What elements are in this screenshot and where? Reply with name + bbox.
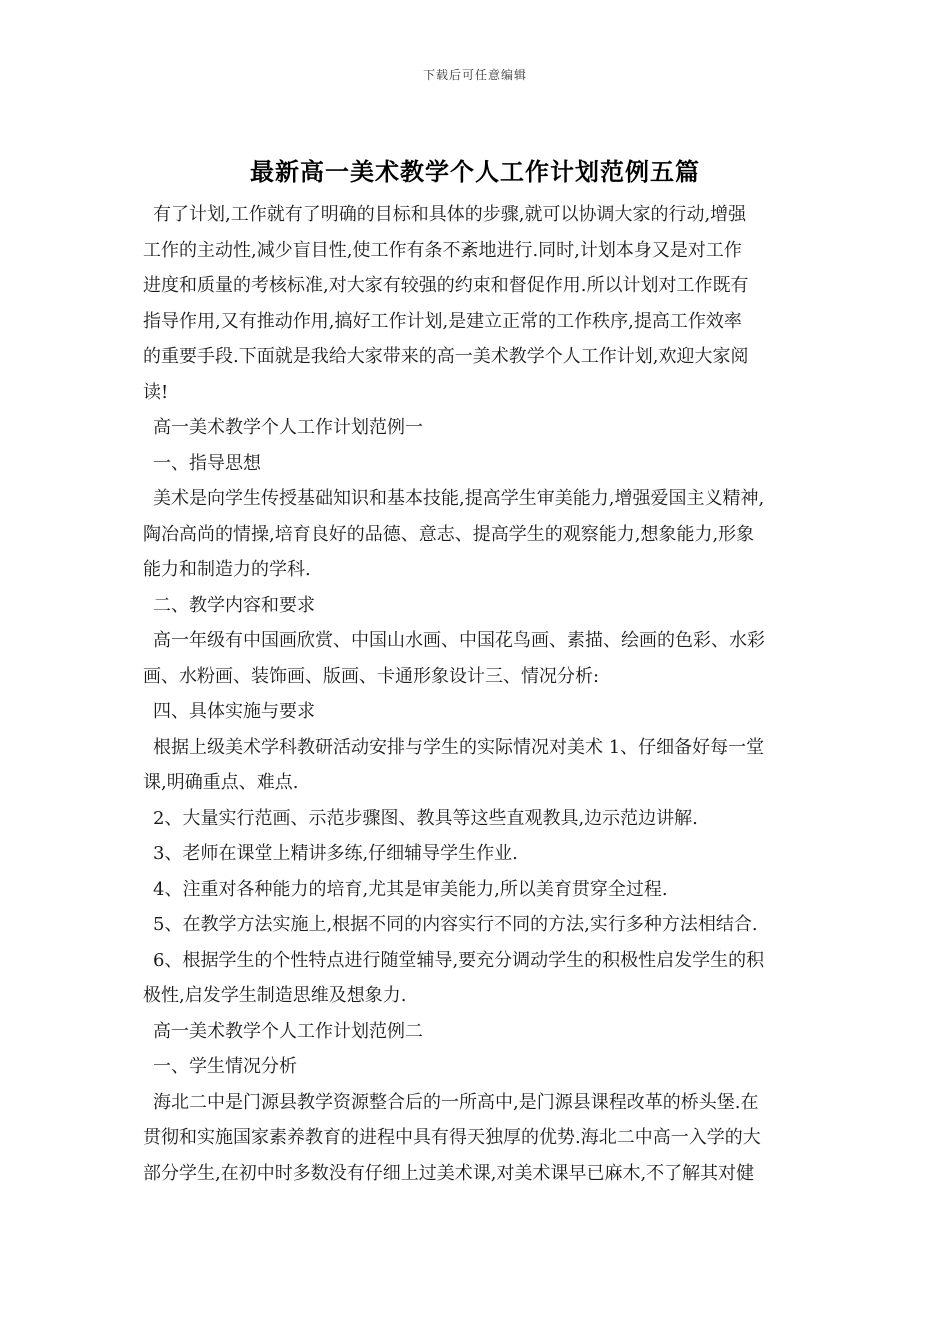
- subsection-heading: 二、教学内容和要求: [153, 594, 315, 616]
- subsection-heading: 一、学生情况分析: [153, 1056, 297, 1077]
- section-heading: 高一美术教学个人工作计划范例二: [153, 1020, 423, 1042]
- subsection-heading: 一、指导思想: [153, 452, 261, 474]
- section-heading: 高一美术教学个人工作计划范例一: [153, 417, 423, 438]
- subsection-heading: 四、具体实施与要求: [153, 701, 315, 722]
- body-line: 课,明确重点、难点.: [143, 772, 299, 793]
- list-item: 3、老师在课堂上精讲多练,仔细辅导学生作业.: [153, 843, 518, 864]
- document-title: 最新高一美术教学个人工作计划范例五篇: [250, 158, 700, 186]
- header-note: 下载后可任意编辑: [422, 68, 527, 82]
- body-line: 高一年级有中国画欣赏、中国山水画、中国花鸟画、素描、绘画的色彩、水彩: [153, 630, 765, 651]
- body-line: 能力和制造力的学科.: [143, 559, 311, 580]
- body-line: 部分学生,在初中时多数没有仔细上过美术课,对美术课早已麻木,不了解其对健: [143, 1162, 755, 1184]
- list-item: 6、根据学生的个性特点进行随堂辅导,要充分调动学生的积极性启发学生的积: [153, 949, 765, 971]
- body-line: 美术是向学生传授基础知识和基本技能,提高学生审美能力,增强爱国主义精神,: [153, 488, 765, 509]
- body-line: 海北二中是门源县教学资源整合后的一所高中,是门源县课程改革的桥头堡.在: [153, 1091, 759, 1113]
- body-line: 指导作用,又有推动作用,搞好工作计划,是建立正常的工作秩序,提高工作效率: [143, 310, 742, 332]
- body-line: 根据上级美术学科教研活动安排与学生的实际情况对美术 1、仔细备好每一堂: [153, 736, 765, 758]
- body-line: 工作的主动性,减少盲目性,使工作有条不紊地进行.同时,计划本身又是对工作: [143, 239, 742, 261]
- document-body: [143, 197, 811, 1191]
- body-line: 陶冶高尚的情操,培育良好的品德、意志、提高学生的观察能力,想象能力,形象: [143, 523, 755, 545]
- list-item: 2、大量实行范画、示范步骤图、教具等这些直观教具,边示范边讲解.: [153, 807, 698, 829]
- list-item: 4、注重对各种能力的培育,尤其是审美能力,所以美育贯穿全过程.: [153, 878, 668, 900]
- body-line: 进度和质量的考核标准,对大家有较强的约束和督促作用.所以计划对工作既有: [143, 275, 749, 296]
- body-line: 贯彻和实施国家素养教育的进程中具有得天独厚的优势.海北二中高一入学的大: [143, 1127, 761, 1148]
- body-line: 有了计划,工作就有了明确的目标和具体的步骤,就可以协调大家的行动,增强: [153, 204, 747, 225]
- list-item: 5、在教学方法实施上,根据不同的内容实行不同的方法,实行多种方法相结合.: [153, 914, 758, 935]
- body-line: 画、水粉画、装饰画、版画、卡通形象设计三、情况分析:: [143, 665, 600, 687]
- body-line: 的重要手段.下面就是我给大家带来的高一美术教学个人工作计划,欢迎大家阅: [143, 346, 749, 367]
- body-line: 读!: [143, 381, 169, 403]
- body-line: 极性,启发学生制造思维及想象力.: [143, 985, 407, 1006]
